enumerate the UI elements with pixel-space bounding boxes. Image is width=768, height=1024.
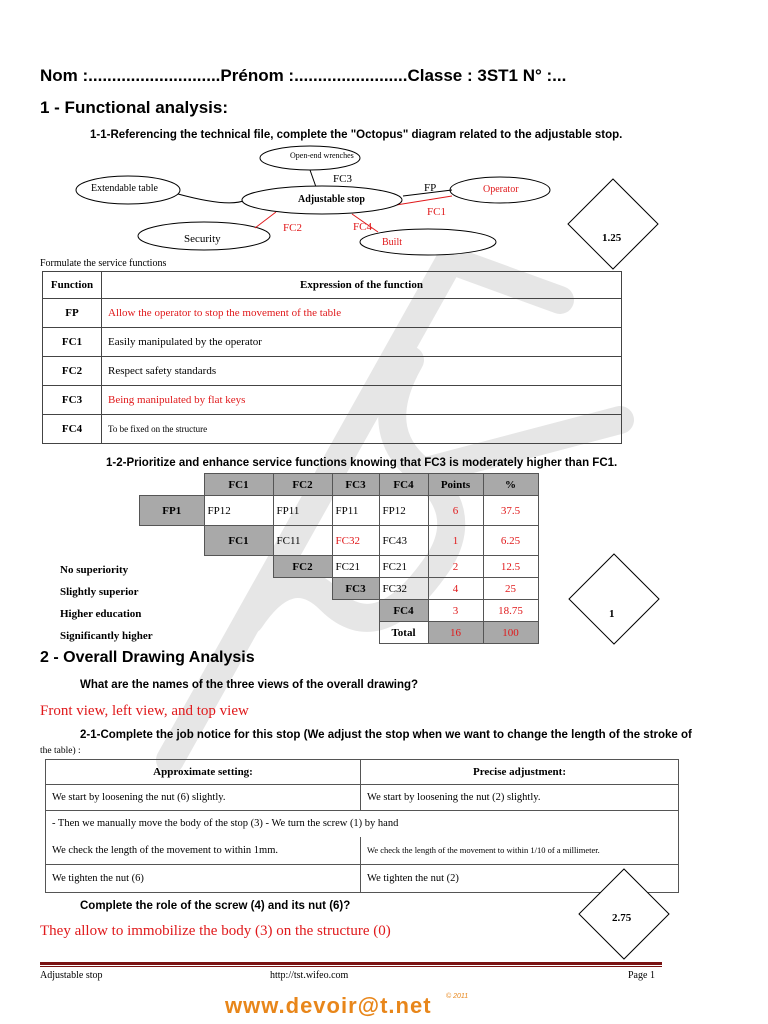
student-header: Nom :............................Prénom :........................Classe : 3ST1 N° :... — [40, 66, 567, 85]
row-fc4: FC4 — [379, 600, 428, 622]
score-1-value: 1.25 — [602, 232, 622, 244]
table-row — [43, 299, 622, 328]
approx-step-1: We start by loosening the nut (6) slightly. — [46, 785, 361, 811]
header-precise: Precise adjustment: — [361, 760, 679, 785]
cell: FC21 — [332, 556, 379, 578]
octopus-diagram — [0, 140, 560, 260]
percent-cell: 18.75 — [483, 600, 538, 622]
footer-rule — [40, 962, 662, 967]
question-1-2: 1-2-Prioritize and enhance service functions knowing that FC3 is moderately higher than FC1. — [106, 457, 618, 469]
built-ellipse — [360, 229, 496, 255]
row-fp1: FP1 — [140, 496, 205, 526]
cell: FC43 — [379, 526, 428, 556]
cell: FC32 — [332, 526, 379, 556]
fc2-link-label: FC2 — [283, 222, 302, 234]
table-row — [43, 357, 622, 386]
legend-2: Higher education — [60, 608, 142, 620]
built-label: Built — [382, 237, 403, 248]
cell: FC21 — [379, 556, 428, 578]
function-code: FC2 — [43, 357, 102, 386]
fc4-link-label: FC4 — [353, 221, 372, 233]
cell: FC11 — [273, 526, 332, 556]
points-cell: 2 — [428, 556, 483, 578]
col-points: Points — [428, 474, 483, 496]
percent-cell: 37.5 — [483, 496, 538, 526]
extendable-label: Extendable table — [91, 183, 158, 194]
points-cell: 1 — [428, 526, 483, 556]
header-function: Function — [43, 272, 102, 299]
function-code: FC3 — [43, 386, 102, 415]
cell: FP12 — [379, 496, 428, 526]
cell: FP11 — [332, 496, 379, 526]
formulate-label: Formulate the service functions — [40, 258, 167, 269]
points-cell: 4 — [428, 578, 483, 600]
footer-left: Adjustable stop — [40, 970, 103, 981]
question-views: What are the names of the three views of the overall drawing? — [80, 679, 419, 691]
total-percent: 100 — [483, 622, 538, 644]
footer-page: Page 1 — [628, 970, 655, 981]
points-cell: 6 — [428, 496, 483, 526]
points-cell: 3 — [428, 600, 483, 622]
function-text: To be fixed on the structure — [102, 415, 622, 444]
function-text: Easily manipulated by the operator — [102, 328, 622, 357]
service-functions-table — [42, 271, 622, 444]
step-2: - Then we manually move the body of the stop (3) - We turn the screw (1) by hand — [46, 811, 679, 837]
row-fc3: FC3 — [332, 578, 379, 600]
row-fc1: FC1 — [204, 526, 273, 556]
security-label: Security — [184, 233, 221, 245]
legend-0: No superiority — [60, 564, 129, 576]
question-2-1-cont: the table) : — [40, 746, 81, 756]
function-text: Being manipulated by flat keys — [102, 386, 622, 415]
site-logo-year: © 2011 — [446, 993, 469, 1000]
col-fc1: FC1 — [204, 474, 273, 496]
cell: FP12 — [204, 496, 273, 526]
question-screw: Complete the role of the screw (4) and its nut (6)? — [80, 900, 351, 912]
header-expression: Expression of the function — [102, 272, 622, 299]
section2-title: 2 - Overall Drawing Analysis — [40, 649, 255, 666]
row-fc2: FC2 — [273, 556, 332, 578]
col-percent: % — [483, 474, 538, 496]
table-row — [43, 328, 622, 357]
site-logo: www.devoir@t.net — [225, 993, 432, 1018]
col-fc4: FC4 — [379, 474, 428, 496]
fc3-link-label: FC3 — [333, 173, 352, 185]
question-2-1: 2-1-Complete the job notice for this stop (We adjust the stop when we want to change the length of the stroke of — [80, 729, 692, 741]
table-row — [43, 386, 622, 415]
cell: FC32 — [379, 578, 428, 600]
approx-step-3: We check the length of the movement to within 1mm. — [46, 837, 361, 865]
legend-1: Slightly superior — [60, 586, 139, 598]
prioritization-table — [139, 473, 539, 644]
answer-views: Front view, left view, and top view — [40, 703, 249, 719]
precise-step-4: We tighten the nut (2) — [361, 865, 679, 893]
function-text: Allow the operator to stop the movement of the table — [102, 299, 622, 328]
section1-title: 1 - Functional analysis: — [40, 98, 228, 117]
precise-step-1: We start by loosening the nut (2) slightly. — [361, 785, 679, 811]
score-diamond-1 — [567, 178, 659, 270]
legend-3: Significantly higher — [60, 630, 153, 642]
footer-center: http://tst.wifeo.com — [270, 970, 349, 981]
adjustable-stop-label: Adjustable stop — [298, 194, 365, 205]
score-diamond-2 — [568, 553, 660, 645]
answer-screw: They allow to immobilize the body (3) on the structure (0) — [40, 923, 391, 939]
operator-label: Operator — [483, 184, 519, 195]
approx-step-4: We tighten the nut (6) — [46, 865, 361, 893]
score-3-value: 2.75 — [612, 912, 632, 924]
precise-step-3: We check the length of the movement to within 1/10 of a millimeter. — [361, 837, 679, 865]
fp-link-label: FP — [424, 182, 437, 194]
total-points: 16 — [428, 622, 483, 644]
table-row — [43, 415, 622, 444]
percent-cell: 12.5 — [483, 556, 538, 578]
question-1-1: 1-1-Referencing the technical file, complete the "Octopus" diagram related to the adjustable stop. — [90, 129, 623, 141]
function-code: FC1 — [43, 328, 102, 357]
fc1-link-label: FC1 — [427, 206, 446, 218]
function-text: Respect safety standards — [102, 357, 622, 386]
col-fc3: FC3 — [332, 474, 379, 496]
function-code: FC4 — [43, 415, 102, 444]
open-end-label: Open-end wrenches — [290, 151, 354, 160]
row-total: Total — [379, 622, 428, 644]
percent-cell: 6.25 — [483, 526, 538, 556]
cell: FP11 — [273, 496, 332, 526]
col-fc2: FC2 — [273, 474, 332, 496]
percent-cell: 25 — [483, 578, 538, 600]
function-code: FP — [43, 299, 102, 328]
header-approximate: Approximate setting: — [46, 760, 361, 785]
score-2-value: 1 — [609, 608, 615, 620]
